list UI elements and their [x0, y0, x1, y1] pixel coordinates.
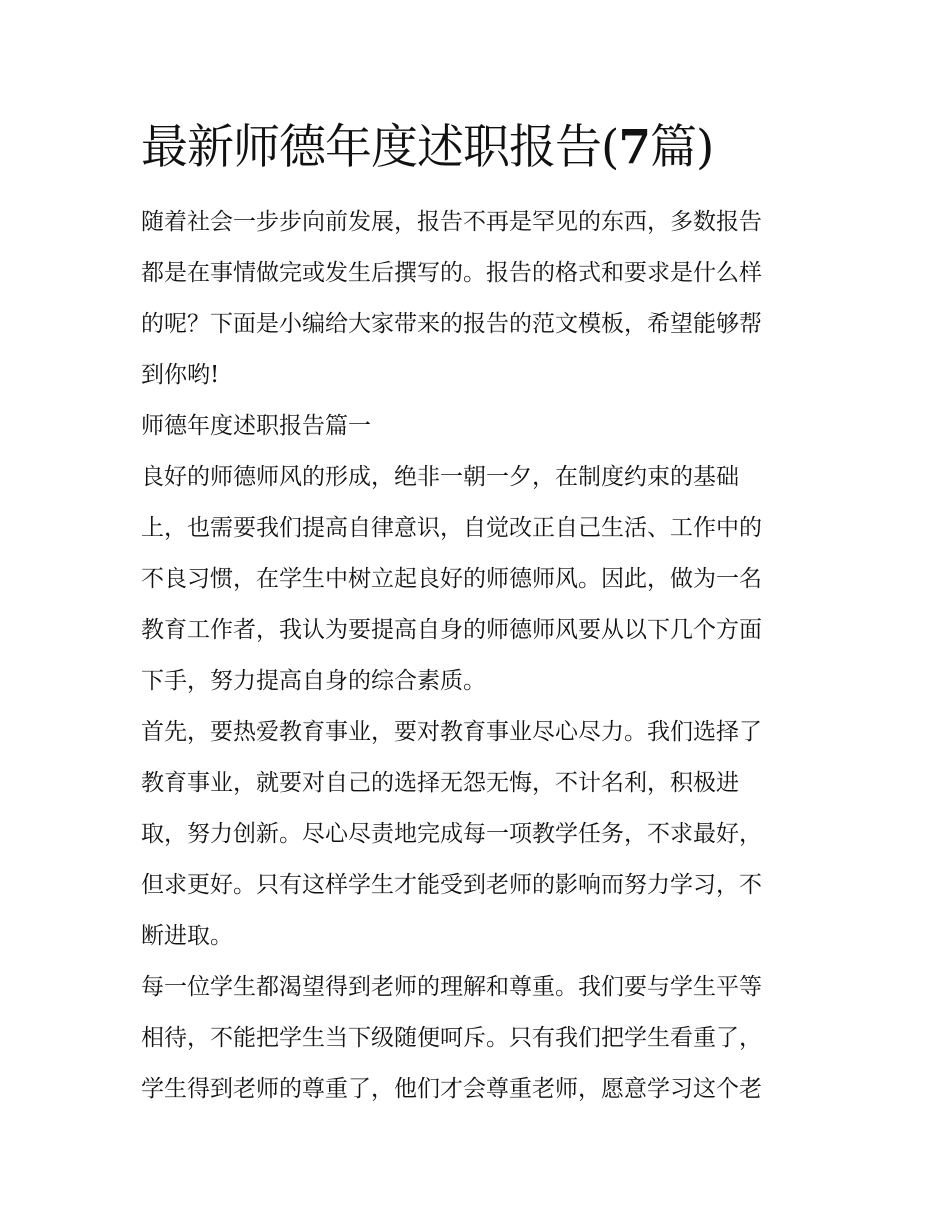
- title-number: 7: [618, 120, 651, 175]
- section-heading: [141, 401, 813, 452]
- text-line: 到你哟!: [141, 362, 220, 388]
- text-line: 每一位学生都渴望得到老师的理解和尊重。我们要与学生平等: [141, 974, 762, 1000]
- text-line: 断进取。: [141, 923, 233, 949]
- text-line: 下手，努力提高自身的综合素质。: [141, 668, 486, 694]
- text-line: 学生得到老师的尊重了，他们才会尊重老师，愿意学习这个老: [141, 1076, 762, 1102]
- body-paragraph: [141, 962, 813, 1115]
- text-line: 良好的师德师风的形成，绝非一朝一夕，在制度约束的基础: [141, 464, 739, 490]
- body-paragraph: [141, 707, 813, 962]
- title-suffix: 篇): [650, 120, 714, 175]
- document-content: [141, 118, 813, 1115]
- body-paragraph: [141, 452, 813, 707]
- title-prefix: 最新师德年度述职报告(: [141, 120, 619, 175]
- text-line: 上，也需要我们提高自律意识，自觉改正自己生活、工作中的: [141, 515, 762, 541]
- document-title: [141, 118, 813, 178]
- text-line: 的呢？下面是小编给大家带来的报告的范文模板，希望能够帮: [141, 311, 762, 337]
- text-line: 教育事业，就要对自己的选择无怨无悔，不计名利，积极进: [141, 770, 739, 796]
- text-line: 教育工作者，我认为要提高自身的师德师风要从以下几个方面: [141, 617, 762, 643]
- text-line: 都是在事情做完或发生后撰写的。报告的格式和要求是什么样: [141, 260, 762, 286]
- text-line: 首先，要热爱教育事业，要对教育事业尽心尽力。我们选择了: [141, 719, 762, 745]
- text-line: 但求更好。只有这样学生才能受到老师的影响而努力学习，不: [141, 872, 762, 898]
- text-line: 随着社会一步步向前发展，报告不再是罕见的东西，多数报告: [141, 209, 762, 235]
- text-line: 不良习惯，在学生中树立起良好的师德师风。因此，做为一名: [141, 566, 762, 592]
- section-heading-text: 师德年度述职报告篇一: [141, 413, 371, 439]
- intro-paragraph: [141, 197, 813, 401]
- text-line: 相待，不能把学生当下级随便呵斥。只有我们把学生看重了，: [141, 1025, 762, 1051]
- text-line: 取，努力创新。尽心尽责地完成每一项教学任务，不求最好，: [141, 821, 762, 847]
